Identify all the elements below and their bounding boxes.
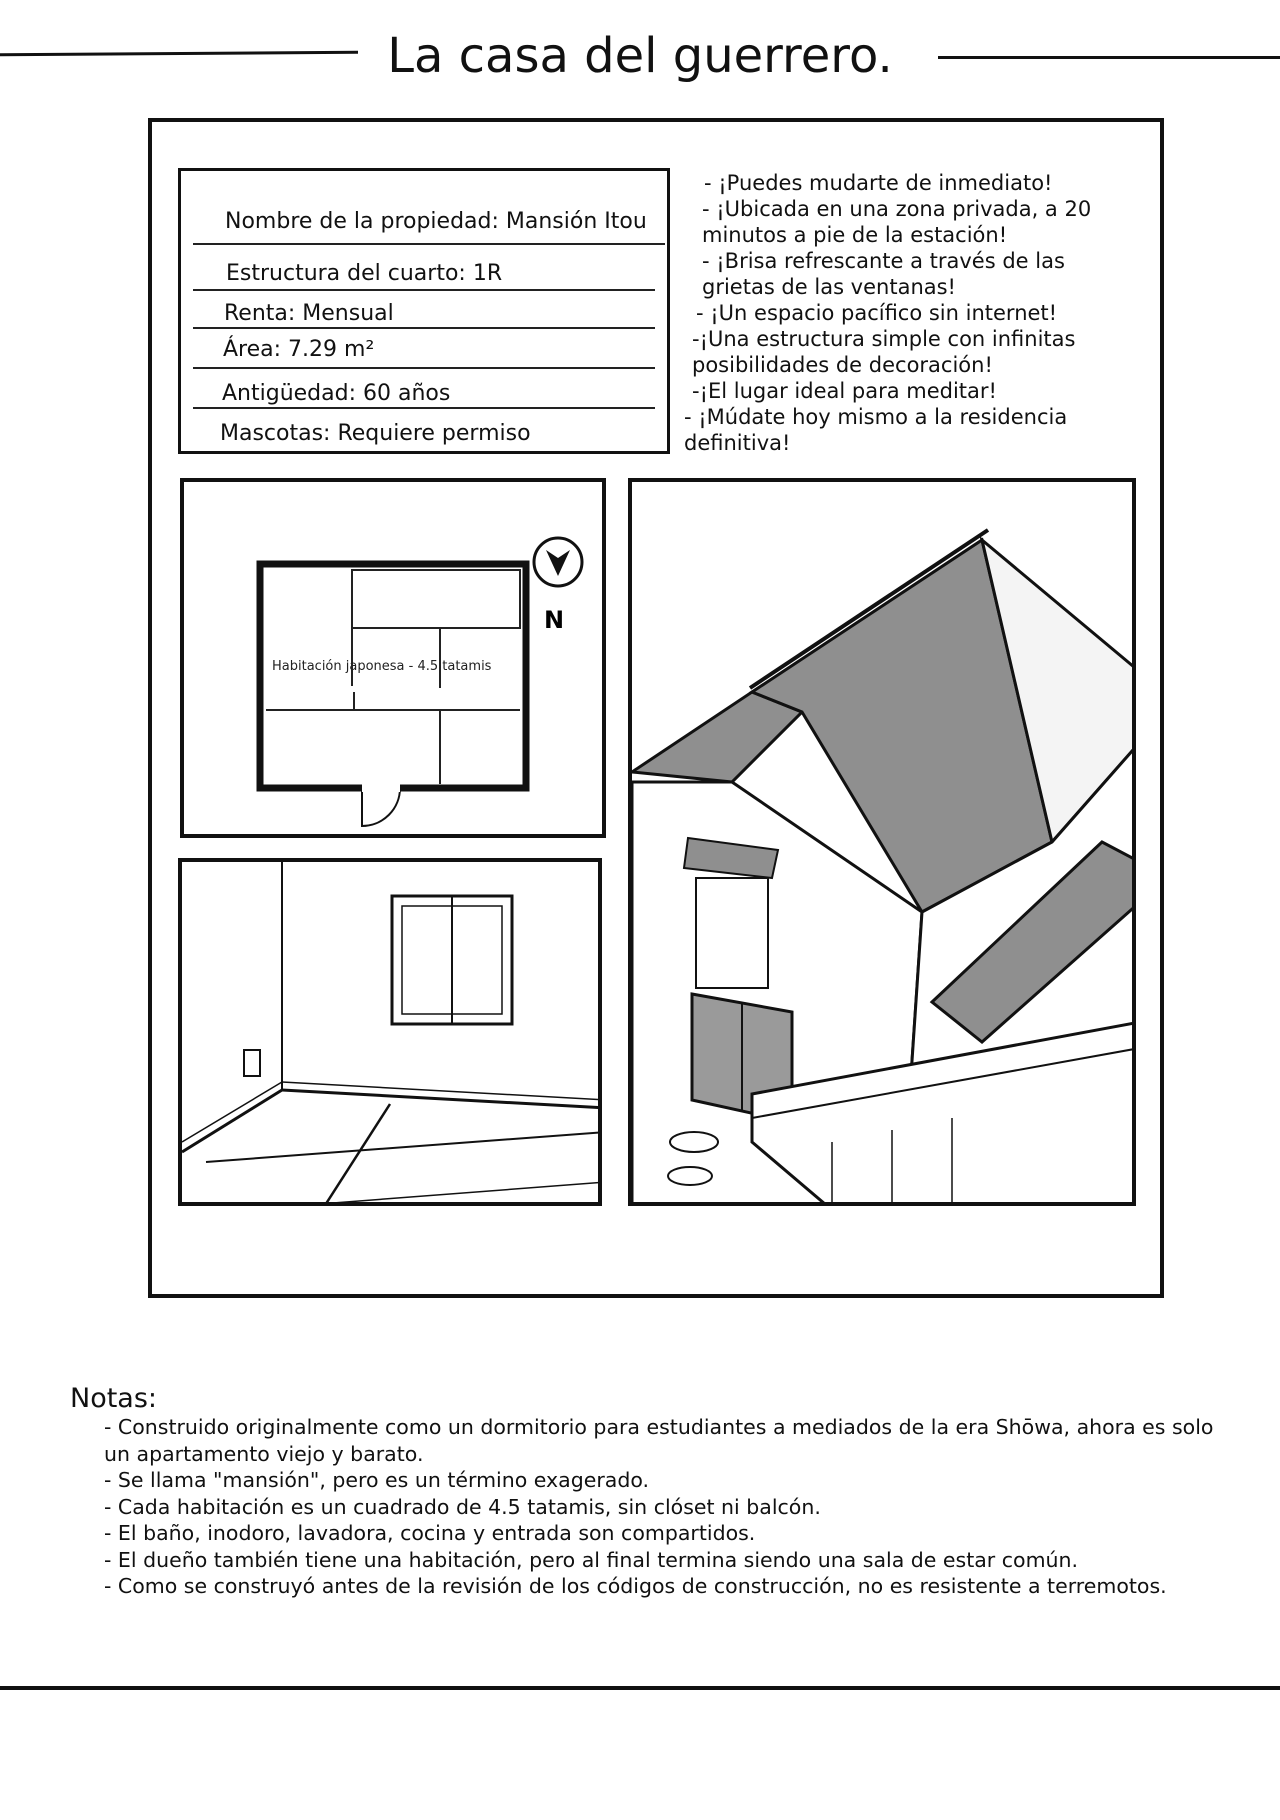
note-item: - Como se construyó antes de la revisión de los códigos de construcción, no es resistente a terremotos. <box>104 1574 1167 1598</box>
tatami-mat <box>352 570 520 628</box>
info-age: Antigüedad: 60 años <box>222 381 451 406</box>
floor-edge <box>182 1090 282 1152</box>
interior-drawing <box>182 862 602 1206</box>
tatami-seam <box>206 1132 602 1162</box>
room-walls <box>260 564 526 788</box>
feature-list <box>684 170 1104 456</box>
info-area: Área: 7.29 m² <box>223 337 375 362</box>
tatami-seam <box>322 1104 390 1206</box>
note-item: - Cada habitación es un cuadrado de 4.5 tatamis, sin clóset ni balcón. <box>104 1494 821 1519</box>
feature-item: - ¡Brisa refrescante a través de las grietas de las ventanas! <box>702 249 1065 299</box>
info-divider <box>193 289 655 291</box>
tatami-seam <box>242 1182 602 1206</box>
feature-item: - ¡Puedes mudarte de inmediato! <box>704 171 1053 195</box>
page-title: La casa del guerrero. <box>387 28 893 84</box>
property-info-box <box>178 168 670 454</box>
note-item: - El dueño también tiene una habitación, pero al final termina siendo una sala de estar común. <box>104 1547 1079 1572</box>
room-label: Habitación japonesa - 4.5 tatamis <box>272 659 492 674</box>
info-pets: Mascotas: Requiere permiso <box>220 421 531 446</box>
feature-item: -¡Una estructura simple con infinitas posibilidades de decoración! <box>692 327 1076 377</box>
floor-plan-drawing <box>184 482 606 838</box>
compass-label: N <box>544 606 565 634</box>
outlet-icon <box>244 1050 260 1076</box>
baseboard <box>282 1082 602 1100</box>
info-divider <box>193 327 655 329</box>
note-item: - El baño, inodoro, lavadora, cocina y entrada son compartidos. <box>104 1521 756 1545</box>
floor-edge <box>282 1090 602 1108</box>
interior-panel <box>178 858 602 1206</box>
info-property-name: Nombre de la propiedad: Mansión Itou <box>225 209 647 234</box>
note-item: - Construido originalmente como un dormitorio para estudiantes a mediados de la era Shōwa, ahora es solo un apartamento viejo y barato. <box>104 1415 1214 1466</box>
feature-item: - ¡Múdate hoy mismo a la residencia definitiva! <box>684 405 1068 455</box>
title-rule-right <box>938 56 1280 59</box>
notes-list <box>104 1414 1239 1600</box>
notes-heading: Notas: <box>70 1383 158 1414</box>
north-arrow-icon <box>546 550 570 576</box>
side-roof <box>632 692 802 782</box>
info-room-structure: Estructura del cuarto: 1R <box>226 261 503 286</box>
feature-item: -¡El lugar ideal para meditar! <box>692 379 997 403</box>
floor-plan-panel <box>180 478 606 838</box>
feature-item: - ¡Ubicada en una zona privada, a 20 minutos a pie de la estación! <box>702 197 1092 247</box>
bottom-rule <box>0 1686 1280 1690</box>
door-swing <box>362 788 400 826</box>
info-divider <box>193 243 665 245</box>
info-divider <box>193 407 655 409</box>
feature-item: - ¡Un espacio pacífico sin internet! <box>696 301 1058 325</box>
exterior-panel <box>628 478 1136 1206</box>
info-divider <box>193 367 655 369</box>
info-rent: Renta: Mensual <box>224 301 394 326</box>
note-item: - Se llama "mansión", pero es un término exagerado. <box>104 1468 650 1492</box>
house-drawing <box>632 482 1136 1206</box>
baseboard <box>182 1082 282 1142</box>
